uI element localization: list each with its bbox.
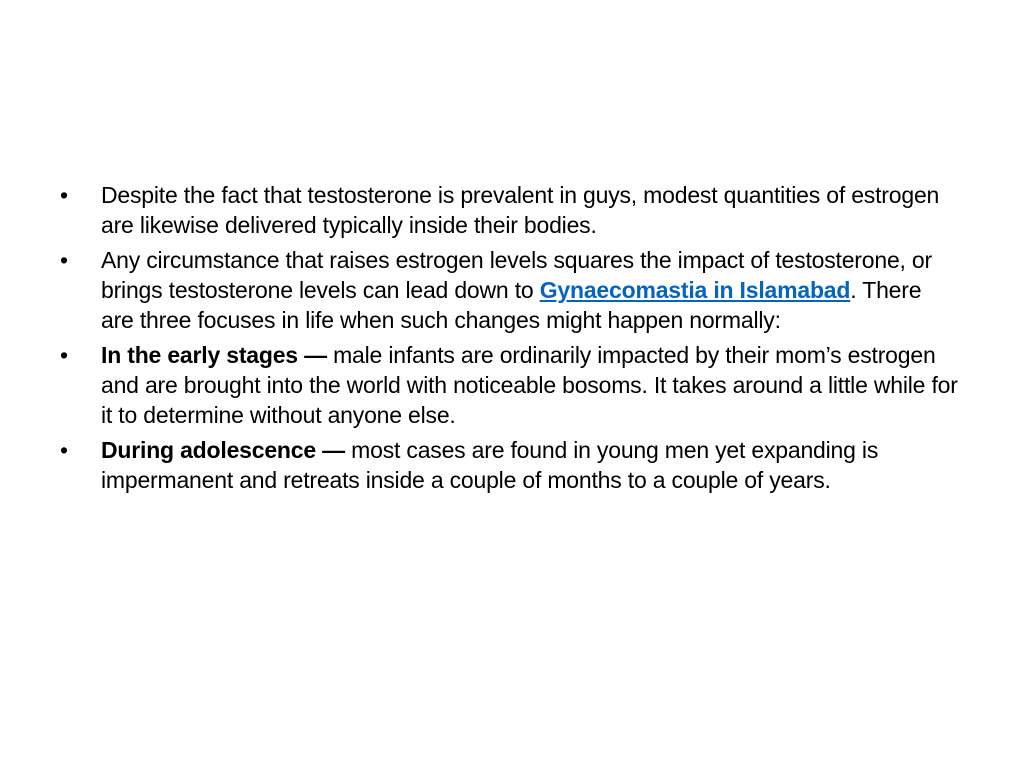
bullet-text: most cases are found in young men yet expanding is impermanent and retreats inside a couple of months to a couple of years.: [101, 437, 879, 493]
bullet-list: [60, 180, 960, 500]
bullet-lead: In the early stages —: [101, 342, 327, 368]
bullet-dot-icon: •: [60, 182, 68, 208]
bullet-text: . There are three focuses in life when such changes might happen normally:: [101, 277, 922, 333]
bullet-dot-icon: •: [60, 437, 68, 463]
bullet-dot-icon: •: [60, 342, 68, 368]
gynaecomastia-link[interactable]: Gynaecomastia in Islamabad: [539, 277, 851, 303]
bullet-dot-icon: •: [60, 247, 68, 273]
bullet-item: [60, 340, 960, 430]
bullet-lead: During adolescence —: [101, 437, 345, 463]
bullet-item: [60, 435, 960, 495]
bullet-text: Any circumstance that raises estrogen levels squares the impact of testosterone, or brings testosterone levels can lead down to: [101, 247, 932, 303]
bullet-text: male infants are ordinarily impacted by their mom’s estrogen and are brought into the world with noticeable bosoms. It takes around a little while for it to determine without anyone else.: [101, 342, 958, 428]
bullet-item: [60, 245, 960, 335]
bullet-text: Despite the fact that testosterone is prevalent in guys, modest quantities of estrogen are likewise delivered typically inside their bodies.: [101, 182, 940, 238]
bullet-item: [60, 180, 960, 240]
